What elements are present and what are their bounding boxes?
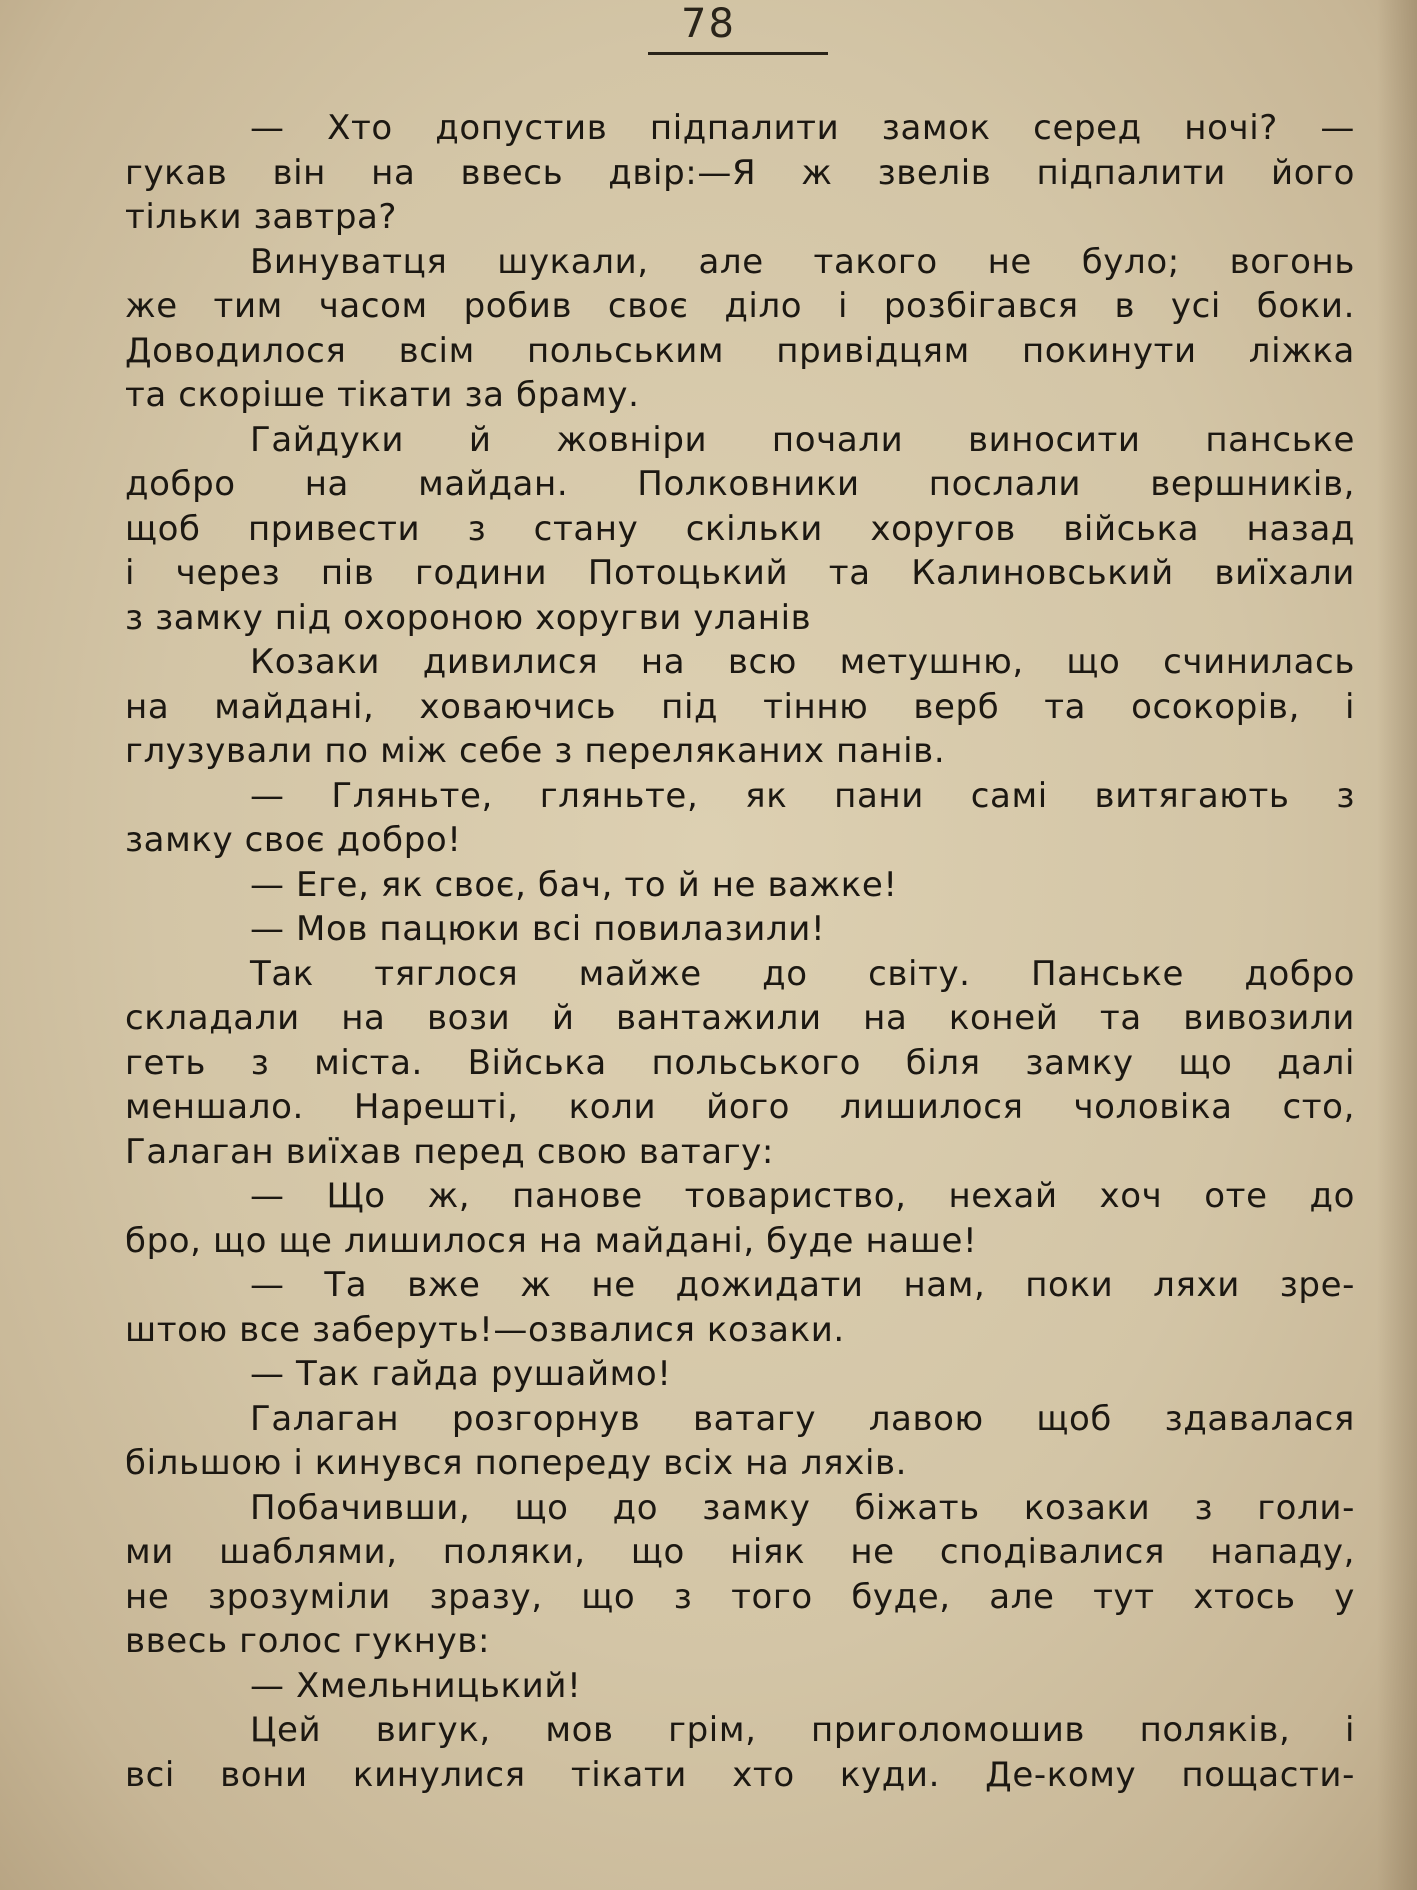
text-line: Так тяглося майже до світу. Панське добро xyxy=(250,953,1355,994)
text-line: же тим часом робив своє діло і розбігався в усі боки. xyxy=(125,286,1355,326)
text-line: — Та вже ж не дожидати нам, поки ляхи зре- xyxy=(250,1265,1355,1305)
text-line: та скоріше тікати за браму. xyxy=(125,375,640,415)
text-line: Галаган виїхав перед свою ватагу: xyxy=(125,1131,774,1172)
text-line: щоб привести з стану скільки хоругов війська назад xyxy=(125,508,1355,549)
text-line: Цей вигук, мов грім, приголомошив поляків, і xyxy=(250,1710,1355,1750)
page-number: 78 xyxy=(681,1,736,47)
text-line: всі вони кинулися тікати хто куди. Де-кому пощасти- xyxy=(125,1754,1355,1795)
text-line: тільки завтра? xyxy=(125,197,398,237)
text-line: ввесь голос гукнув: xyxy=(125,1621,490,1661)
text-line: — Так гайда рушаймо! xyxy=(250,1354,672,1394)
text-line: Галаган розгорнув ватагу лавою щоб здавалася xyxy=(250,1398,1355,1439)
text-line: складали на вози й вантажили на коней та вивозили xyxy=(125,998,1355,1038)
text-line: Гайдуки й жовніри почали виносити панське xyxy=(250,419,1355,460)
text-line: — Хто допустив підпалити замок серед ночі? — xyxy=(250,108,1355,148)
body-text xyxy=(125,106,1355,1797)
text-line: — Гляньте, гляньте, як пани самі витягають з xyxy=(250,775,1355,816)
text-line: більшою і кинувся попереду всіх на ляхів. xyxy=(125,1443,908,1483)
text-line: бро, що ще лишилося на майдані, буде наше! xyxy=(125,1220,978,1261)
header-rule xyxy=(648,52,828,55)
text-line: і через пів години Потоцький та Калиновський виїхали xyxy=(125,553,1355,593)
text-line: — Хмельницький! xyxy=(250,1665,582,1706)
text-line: Доводилося всім польським привідцям покинути ліжка xyxy=(125,330,1355,371)
text-line: штою все заберуть!—озвалися козаки. xyxy=(125,1309,845,1350)
text-line: меншало. Нарешті, коли його лишилося чоловіка сто, xyxy=(125,1087,1355,1127)
text-line: не зрозуміли зразу, що з того буде, але тут хтось у xyxy=(125,1576,1355,1617)
text-line: з замку під охороною хоругви уланів xyxy=(125,597,812,638)
text-line: геть з міста. Війська польського біля замку що далі xyxy=(125,1042,1355,1083)
text-line: — Мов пацюки всі повилазили! xyxy=(250,909,826,949)
text-line: добро на майдан. Полковники послали вершників, xyxy=(125,464,1355,504)
text-line: Козаки дивилися на всю метушню, що счинилась xyxy=(250,642,1355,682)
text-line: ми шаблями, поляки, що ніяк не сподівалися нападу, xyxy=(125,1532,1355,1572)
text-line: Побачивши, що до замку біжать козаки з голи- xyxy=(250,1487,1355,1528)
text-line: глузували по між себе з переляканих панів. xyxy=(125,731,946,771)
text-line: — Що ж, панове товариство, нехай хоч оте до xyxy=(250,1176,1355,1216)
text-line: на майдані, ховаючись під тінню верб та осокорів, і xyxy=(125,686,1355,727)
text-line: — Еге, як своє, бач, то й не важке! xyxy=(250,864,898,905)
text-line: гукав він на ввесь двір:—Я ж звелів підпалити його xyxy=(125,152,1355,193)
text-line: Винуватця шукали, але такого не було; вогонь xyxy=(250,241,1355,282)
page-edge-shadow xyxy=(1377,0,1417,1890)
text-line: замку своє добро! xyxy=(125,820,462,860)
